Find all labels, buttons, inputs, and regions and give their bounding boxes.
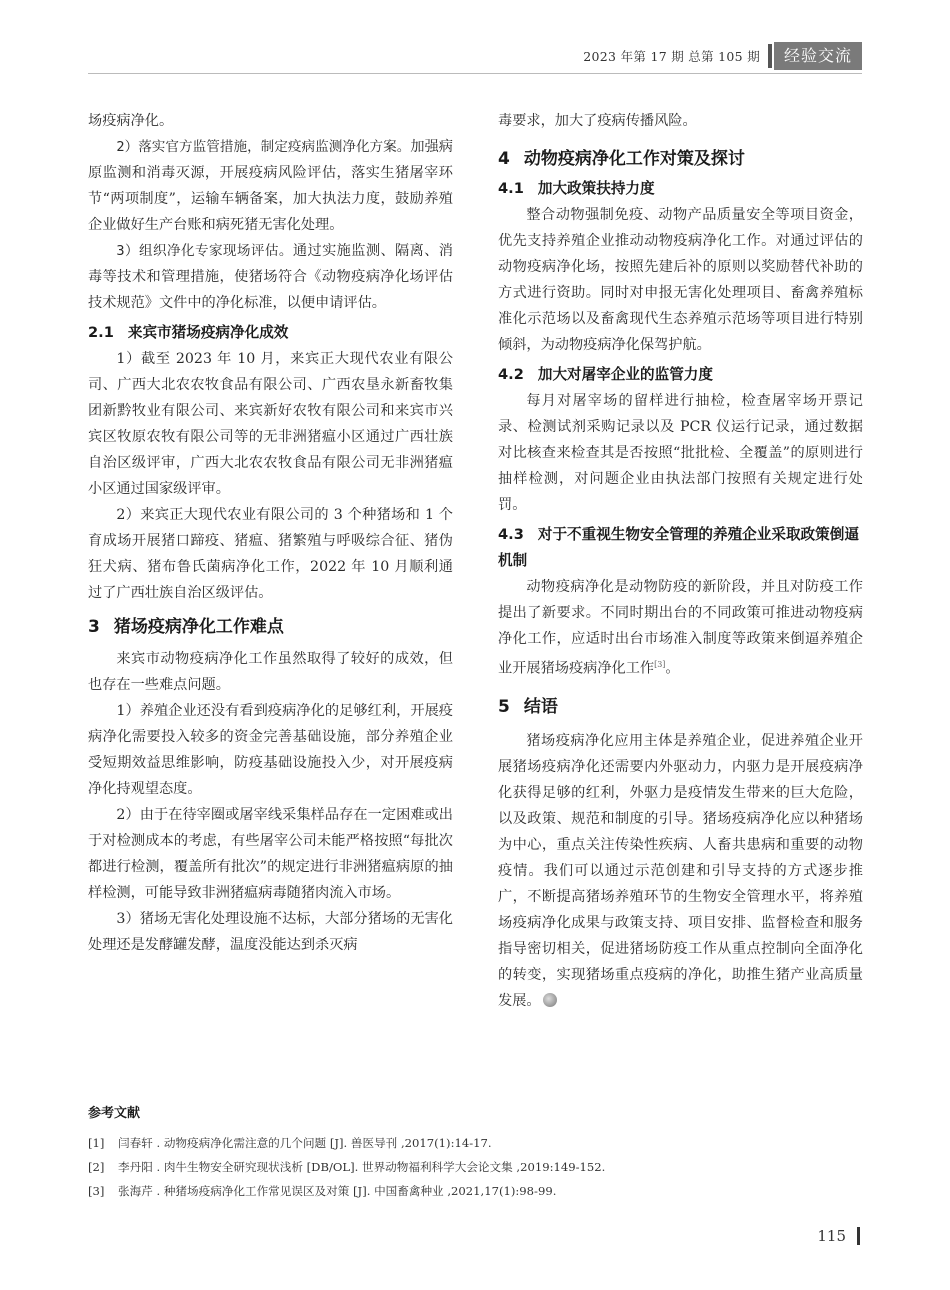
reference-text: 李丹阳 . 肉牛生物安全研究现状浅析 [DB/OL]. 世界动物福利科学大会论文集 ,2019:149-152. — [118, 1160, 606, 1174]
paragraph: 2）来宾正大现代农业有限公司的 3 个种猪场和 1 个育成场开展猪口蹄疫、猪瘟、猪繁殖与呼吸综合征、猪伪狂犬病、猪布鲁氏菌病净化工作，2022 年 10 月顺利通过了广西壮族自治区级评估。 — [88, 507, 453, 601]
section-heading-2-1 — [88, 320, 453, 346]
paragraph: 场疫病净化。 — [88, 113, 174, 129]
page-number: 115 — [817, 1227, 846, 1245]
section-title: 对于不重视生物安全管理的养殖企业采取政策倒逼机制 — [498, 526, 859, 569]
paragraph-end: 。 — [665, 660, 680, 677]
paragraph-body: 猪场疫病净化应用主体是养殖企业，促进养殖企业开展猪场疫病净化还需要内外驱动力，内驱力是开展疫病净化获得足够的红利，外驱力是疫情发生带来的巨大危险，以及政策、规范和制度的引导。猪场疫病净化应以种猪场为中心，重点关注传染性疾病、人畜共患病和重要的动物疫情。我们可以通过示范创建和引导支持的方式逐步推广，不断提高猪场养殖环节的生物安全管理水平，将养殖场疫病净化成果与政策支持、项目安排、监督检查和服务指导密切相关，促进猪场防疫工作从重点控制向全面净化的转变，实现猪场重点疫病的净化，助推生猪产业高质量发展。 — [498, 732, 863, 1009]
section-title: 加大对屠宰企业的监管力度 — [537, 366, 713, 383]
header-rule — [88, 73, 862, 74]
issue-info: 2023 年第 17 期 总第 105 期 — [583, 49, 760, 64]
left-column — [88, 108, 453, 958]
reference-item — [88, 1179, 862, 1203]
section-number: 2.1 — [88, 324, 114, 341]
page-number-bar — [857, 1227, 860, 1245]
reference-item — [88, 1155, 862, 1179]
section-number: 4.3 — [498, 526, 524, 543]
section-number: 5 — [498, 696, 510, 717]
section-number: 3 — [88, 617, 100, 637]
section-title: 动物疫病净化工作对策及探讨 — [523, 149, 745, 169]
section-title: 来宾市猪场疫病净化成效 — [127, 324, 289, 341]
paragraph-body: 加强病原监测和消毒灭源，开展疫病风险评估，落实生猪屠宰环节“两项制度”，运输车辆备案，加大执法力度，鼓励养殖企业做好生产台账和病死猪无害化处理。 — [88, 139, 453, 233]
section-heading-3 — [88, 614, 453, 640]
column-tag: 经验交流 — [774, 42, 862, 70]
section-heading-4-2 — [498, 362, 863, 388]
paragraph — [88, 238, 453, 316]
section-title: 猪场疫病净化工作难点 — [113, 617, 284, 637]
section-heading-4-3 — [498, 522, 863, 574]
section-heading-4-1 — [498, 176, 863, 202]
citation-ref: [3] — [654, 660, 666, 669]
paragraph: 1）截至 2023 年 10 月，来宾正大现代农业有限公司、广西大北农农牧食品有限公司、广西农垦永新畜牧集团新黔牧业有限公司、来宾新好农牧有限公司和来宾市兴宾区牧原农牧有限公司等的无非洲猪瘟小区通过广西壮族自治区级评审，广西大北农农牧食品有限公司无非洲猪瘟小区通过国家级评审。 — [88, 351, 453, 497]
right-column — [498, 108, 863, 1014]
paragraph: 整合动物强制免疫、动物产品质量安全等项目资金，优先支持养殖企业推动动物疫病净化工作。对通过评估的动物疫病净化场，按照先建后补的原则以奖励替代补助的方式进行资助。同时对申报无害化处理项目、畜禽养殖标准化示范场以及畜禽现代生态养殖示范场等项目进行特别倾斜，为动物疫病净化保驾护航。 — [498, 207, 863, 353]
reference-index: [1] — [88, 1136, 105, 1150]
end-mark-icon — [543, 993, 557, 1007]
paragraph: 3）猪场无害化处理设施不达标，大部分猪场的无害化处理还是发酵罐发酵，温度没能达到杀灭病 — [88, 911, 453, 953]
paragraph — [498, 574, 863, 682]
section-number: 4 — [498, 149, 510, 169]
section-title: 加大政策扶持力度 — [537, 180, 655, 197]
paragraph — [88, 134, 453, 238]
references — [88, 1102, 862, 1203]
paragraph-body: 通过实施监测、隔离、消毒等技术和管理措施，使猪场符合《动物疫病净化场评估技术规范》文件中的净化标准，以便申请评估。 — [88, 243, 453, 311]
section-heading-4 — [498, 146, 863, 172]
section-number: 4.2 — [498, 366, 524, 383]
section-heading-5 — [498, 694, 863, 720]
reference-text: 闫春轩 . 动物疫病净化需注意的几个问题 [J]. 兽医导刊 ,2017(1):14-17. — [118, 1136, 492, 1150]
section-number: 4.1 — [498, 180, 524, 197]
paragraph: 2）由于在待宰圈或屠宰线采集样品存在一定困难或出于对检测成本的考虑，有些屠宰公司未能严格按照“每批次都进行检测，覆盖所有批次”的规定进行非洲猪瘟病原的抽样检测，可能导致非洲猪瘟病毒随猪肉流入市场。 — [88, 807, 453, 901]
reference-index: [2] — [88, 1160, 105, 1174]
paragraph: 1）养殖企业还没有看到疫病净化的足够红利，开展疫病净化需要投入较多的资金完善基础设施，部分养殖企业受短期效益思维影响，防疫基础设施投入少，对开展疫病净化持观望态度。 — [88, 703, 453, 797]
paragraph-body: 动物疫病净化是动物防疫的新阶段，并且对防疫工作提出了新要求。不同时期出台的不同政策可推进动物疫病净化工作，应适时出台市场准入制度等政策来倒逼养殖企业开展猪场疫病净化工作 — [498, 579, 863, 677]
header-divider-bar — [768, 44, 772, 68]
paragraph: 每月对屠宰场的留样进行抽检，检查屠宰场开票记录、检测试剂采购记录以及 PCR 仪运行记录，通过数据对比核查来检查其是否按照“批批检、全覆盖”的原则进行抽样检测，对问题企业由执法部门按照有关规定进行处罚。 — [498, 393, 863, 513]
reference-item — [88, 1131, 862, 1155]
reference-text: 张海芹 . 种猪场疫病净化工作常见误区及对策 [J]. 中国畜禽种业 ,2021,17(1):98-99. — [118, 1184, 557, 1198]
paragraph: 来宾市动物疫病净化工作虽然取得了较好的成效，但也存在一些难点问题。 — [88, 651, 453, 693]
paragraph: 毒要求，加大了疫病传播风险。 — [498, 113, 697, 129]
paragraph — [498, 728, 863, 1014]
reference-index: [3] — [88, 1184, 105, 1198]
section-title: 结语 — [523, 696, 558, 717]
references-title: 参考文献 — [88, 1106, 141, 1121]
paragraph-lead: 2）落实官方监管措施，制定疫病监测净化方案。 — [116, 139, 411, 155]
paragraph-lead: 3）组织净化专家现场评估。 — [116, 243, 293, 259]
